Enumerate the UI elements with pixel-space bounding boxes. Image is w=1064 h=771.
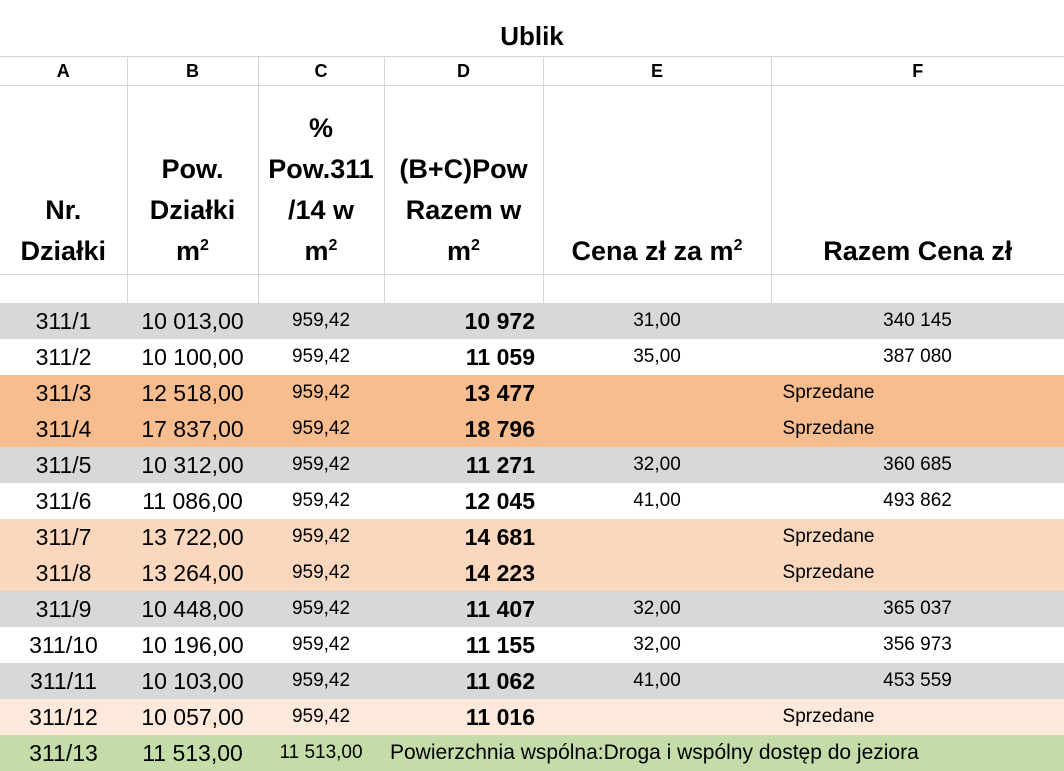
plot-number-cell[interactable]: 311/1 (0, 303, 127, 339)
share-area-cell[interactable]: 959,42 (258, 339, 384, 375)
plot-number-cell[interactable]: 311/6 (0, 483, 127, 519)
total-area-cell[interactable]: 13 477 (384, 375, 543, 411)
header-price-per-m2[interactable]: Cena zł za $m^2$ (543, 86, 771, 275)
cell[interactable] (543, 275, 771, 304)
cell[interactable] (0, 275, 127, 304)
plot-area-cell[interactable]: 10 100,00 (127, 339, 258, 375)
column-letter-b[interactable]: B (127, 57, 258, 86)
column-letter-e[interactable]: E (543, 57, 771, 86)
price-per-m2-cell[interactable]: 35,00 (543, 339, 771, 375)
cell[interactable] (127, 275, 258, 304)
share-area-cell[interactable]: 959,42 (258, 699, 384, 735)
table-row (0, 663, 1064, 699)
plot-number-cell[interactable]: 311/12 (0, 699, 127, 735)
total-area-cell[interactable]: 11 407 (384, 591, 543, 627)
sold-status-cell[interactable]: Sprzedane (543, 555, 1064, 591)
total-area-cell[interactable]: 11 062 (384, 663, 543, 699)
plot-area-cell[interactable]: 10 312,00 (127, 447, 258, 483)
share-area-cell[interactable]: 959,42 (258, 447, 384, 483)
header-share-percent[interactable]: % Pow.311 /14 w $m^2$ (258, 86, 384, 275)
total-area-cell[interactable]: 14 223 (384, 555, 543, 591)
total-price-cell[interactable]: 453 559 (771, 663, 1064, 699)
share-area-cell[interactable]: 959,42 (258, 627, 384, 663)
sold-status-cell[interactable]: Sprzedane (543, 699, 1064, 735)
column-letter-f[interactable]: F (771, 57, 1064, 86)
table-row (0, 447, 1064, 483)
table-row (0, 555, 1064, 591)
total-area-cell[interactable]: 11 271 (384, 447, 543, 483)
plot-area-cell[interactable]: 10 448,00 (127, 591, 258, 627)
total-price-cell[interactable]: 356 973 (771, 627, 1064, 663)
share-area-cell[interactable]: 959,42 (258, 663, 384, 699)
column-letters-row (0, 57, 1064, 86)
plot-area-cell[interactable]: 13 264,00 (127, 555, 258, 591)
plot-number-cell[interactable]: 311/2 (0, 339, 127, 375)
total-area-cell[interactable]: 11 059 (384, 339, 543, 375)
cell[interactable] (258, 275, 384, 304)
header-total-area[interactable]: (B+C)Pow Razem w $m^2$ (384, 86, 543, 275)
plot-area-cell[interactable]: 10 013,00 (127, 303, 258, 339)
column-letter-d[interactable]: D (384, 57, 543, 86)
total-price-cell[interactable]: 493 862 (771, 483, 1064, 519)
share-area-cell[interactable]: 959,42 (258, 483, 384, 519)
plot-area-cell[interactable]: 10 057,00 (127, 699, 258, 735)
header-total-price[interactable]: Razem Cena zł (771, 86, 1064, 275)
total-price-cell[interactable]: 365 037 (771, 591, 1064, 627)
plot-number-cell[interactable]: 311/3 (0, 375, 127, 411)
price-per-m2-cell[interactable]: 31,00 (543, 303, 771, 339)
plot-number-cell[interactable]: 311/4 (0, 411, 127, 447)
share-area-cell[interactable]: 959,42 (258, 555, 384, 591)
column-letter-a[interactable]: A (0, 57, 127, 86)
share-area-cell[interactable]: 11 513,00 (258, 735, 384, 771)
header-row (0, 86, 1064, 275)
sold-status-cell[interactable]: Sprzedane (543, 519, 1064, 555)
plot-area-cell[interactable]: 17 837,00 (127, 411, 258, 447)
table-row (0, 519, 1064, 555)
table-row (0, 375, 1064, 411)
price-per-m2-cell[interactable]: 32,00 (543, 447, 771, 483)
sold-status-cell[interactable]: Sprzedane (543, 411, 1064, 447)
total-price-cell[interactable]: 387 080 (771, 339, 1064, 375)
total-price-cell[interactable]: 360 685 (771, 447, 1064, 483)
plot-number-cell[interactable]: 311/8 (0, 555, 127, 591)
sold-status-cell[interactable]: Sprzedane (543, 375, 1064, 411)
plot-area-cell[interactable]: 12 518,00 (127, 375, 258, 411)
price-per-m2-cell[interactable]: 41,00 (543, 483, 771, 519)
table-row (0, 339, 1064, 375)
blank-row (0, 275, 1064, 304)
plot-area-cell[interactable]: 11 086,00 (127, 483, 258, 519)
price-per-m2-cell[interactable]: 41,00 (543, 663, 771, 699)
sheet-title: Ublik (500, 21, 564, 51)
plot-area-cell[interactable]: 13 722,00 (127, 519, 258, 555)
table-row (0, 411, 1064, 447)
plot-number-cell[interactable]: 311/10 (0, 627, 127, 663)
common-area-note-cell[interactable]: Powierzchnia wspólna:Droga i wspólny dostęp do jeziora (384, 735, 1064, 771)
plots-table (0, 56, 1064, 771)
table-row (0, 483, 1064, 519)
total-area-cell[interactable]: 10 972 (384, 303, 543, 339)
total-area-cell[interactable]: 12 045 (384, 483, 543, 519)
share-area-cell[interactable]: 959,42 (258, 375, 384, 411)
share-area-cell[interactable]: 959,42 (258, 303, 384, 339)
total-area-cell[interactable]: 14 681 (384, 519, 543, 555)
share-area-cell[interactable]: 959,42 (258, 591, 384, 627)
price-per-m2-cell[interactable]: 32,00 (543, 627, 771, 663)
total-price-cell[interactable]: 340 145 (771, 303, 1064, 339)
table-row (0, 735, 1064, 771)
plot-area-cell[interactable]: 10 196,00 (127, 627, 258, 663)
share-area-cell[interactable]: 959,42 (258, 411, 384, 447)
total-area-cell[interactable]: 11 155 (384, 627, 543, 663)
table-row (0, 591, 1064, 627)
plot-number-cell[interactable]: 311/9 (0, 591, 127, 627)
plot-number-cell[interactable]: 311/11 (0, 663, 127, 699)
table-row (0, 303, 1064, 339)
header-plot-number[interactable]: Nr. Działki (0, 86, 127, 275)
table-row (0, 699, 1064, 735)
table-row (0, 627, 1064, 663)
share-area-cell[interactable]: 959,42 (258, 519, 384, 555)
cell[interactable] (771, 275, 1064, 304)
total-area-cell[interactable]: 11 016 (384, 699, 543, 735)
plot-number-cell[interactable]: 311/5 (0, 447, 127, 483)
plot-number-cell[interactable]: 311/13 (0, 735, 127, 771)
header-plot-area[interactable]: Pow. Działki $m^2$ (127, 86, 258, 275)
total-area-cell[interactable]: 18 796 (384, 411, 543, 447)
column-letter-c[interactable]: C (258, 57, 384, 86)
plot-area-cell[interactable]: 11 513,00 (127, 735, 258, 771)
price-per-m2-cell[interactable]: 32,00 (543, 591, 771, 627)
plot-area-cell[interactable]: 10 103,00 (127, 663, 258, 699)
plot-number-cell[interactable]: 311/7 (0, 519, 127, 555)
cell[interactable] (384, 275, 543, 304)
